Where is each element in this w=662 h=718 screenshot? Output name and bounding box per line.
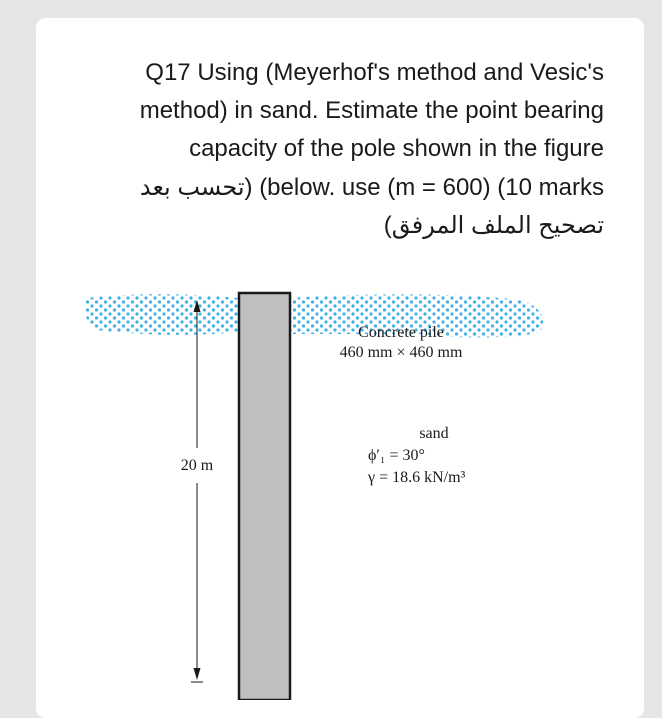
soil-top-band: [85, 294, 238, 335]
friction-angle-label: ϕ′₁ = 30°: [368, 447, 425, 464]
concrete-pile: [239, 293, 290, 700]
question-line-4-arabic: تحسب بعد: [139, 174, 245, 201]
depth-label: 20 m: [180, 457, 214, 474]
pile-label: Concrete pile: [358, 324, 444, 341]
soil-label: sand: [419, 425, 449, 442]
question-line-3: capacity of the pole shown in the figure: [189, 135, 604, 162]
dimension-arrow-bottom: [194, 668, 201, 680]
question-line-4-english: ) (below. use (m = 600) (10 marks: [244, 174, 604, 201]
question-line-2: method) in sand. Estimate the point bearing: [139, 97, 604, 124]
pile-size-label: 460 mm × 460 mm: [339, 344, 463, 361]
question-line-1: Q17 Using (Meyerhof's method and Vesic's: [145, 59, 604, 86]
question-line-5-arabic: تصحيح الملف المرفق): [383, 212, 604, 239]
unit-weight-label: γ = 18.6 kN/m³: [368, 469, 466, 486]
